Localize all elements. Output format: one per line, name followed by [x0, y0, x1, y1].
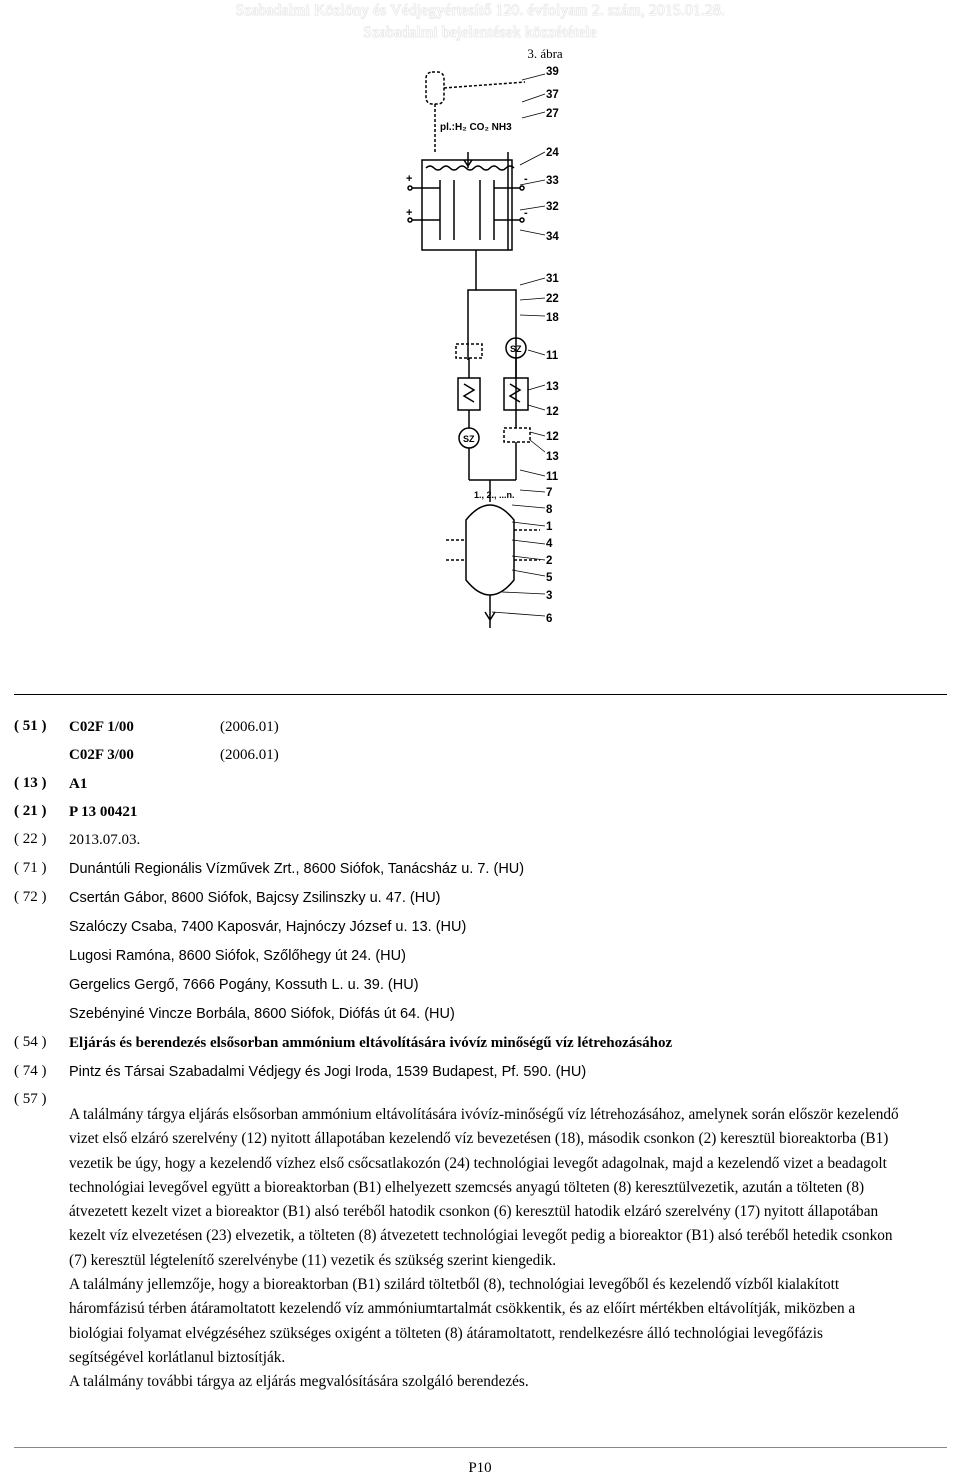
electrolysis-tank [422, 160, 512, 250]
inid-51: ( 51 ) [14, 718, 47, 734]
sz-label-right: SZ [510, 344, 522, 354]
ref-label: 8 [546, 504, 553, 516]
application-number: P 13 00421 [69, 804, 138, 820]
divider [14, 694, 947, 695]
ref-label: 11 [546, 350, 559, 362]
ref-label: 18 [546, 312, 559, 324]
gas-label: pl.:H₂ CO₂ NH3 [440, 122, 512, 133]
ipc-date-1: (2006.01) [220, 719, 279, 735]
ipc-date-2: (2006.01) [220, 747, 279, 763]
inid-72: ( 72 ) [14, 889, 47, 905]
ref-label: 2 [546, 555, 553, 567]
bioreactor [466, 505, 514, 595]
ref-label: 34 [546, 231, 559, 243]
stage-label: 1., 2., ...n. [474, 490, 515, 500]
ref-label: 22 [546, 293, 559, 305]
ref-label: 12 [546, 431, 559, 443]
abstract [69, 1103, 899, 1395]
applicant: Dunántúli Regionális Vízművek Zrt., 8600 Siófok, Tanácsház u. 7. (HU) [69, 861, 525, 877]
inventor: Lugosi Ramóna, 8600 Siófok, Szőlőhegy út 24. (HU) [69, 948, 406, 964]
valve-block-right [504, 428, 530, 442]
inid-21: ( 21 ) [14, 803, 47, 819]
inventor: Szalóczy Csaba, 7400 Kaposvár, Hajnóczy József u. 13. (HU) [69, 919, 467, 935]
process-diagram [380, 60, 620, 635]
dashed-vessel [426, 72, 444, 104]
abstract-paragraph: A találmány jellemzője, hogy a bioreaktorban (B1) szilárd töltetből (8), technológiai levegőből és kezelendő vízből kialakított háromfázisú térben átáramoltatott kezelendő víz ammóniumtartalmát csökkentik, és az előírt mértékben eltávolítják, miközben a biológiai folyamat elvégzéséhez szükséges oxigént a tölteten (8) átáramoltatott, rendelkezésre álló technológiai levegőfázis segítségével korlátlanul biztosítják. [69, 1276, 856, 1366]
abstract-paragraph: A találmány további tárgya az eljárás megvalósítására szolgáló berendezés. [69, 1373, 529, 1391]
inid-57: ( 57 ) [14, 1091, 47, 1107]
figure-caption: 3. ábra [527, 46, 563, 61]
sz-label-left: SZ [463, 434, 475, 444]
ref-label: 5 [546, 572, 553, 584]
minus-sign: - [524, 173, 528, 185]
ref-label: 27 [546, 108, 559, 120]
ref-label: 3 [546, 590, 553, 602]
ref-label: 32 [546, 201, 559, 213]
page-number: P10 [468, 1460, 492, 1476]
plus-sign: + [406, 207, 413, 219]
ref-label: 11 [546, 471, 559, 483]
ref-label: 37 [546, 89, 559, 101]
inventor: Csertán Gábor, 8600 Siófok, Bajcsy Zsilinszky u. 47. (HU) [69, 890, 441, 906]
ref-label: 33 [546, 175, 559, 187]
journal-title: Szabadalmi Közlöny és Védjegyértesítő 120. évfolyam 2. szám, 2015.01.28. [235, 2, 725, 19]
plus-sign: + [406, 173, 413, 185]
heat-exchanger-left [458, 378, 480, 410]
minus-sign: - [524, 207, 528, 219]
ref-label: 13 [546, 381, 559, 393]
ref-label: 6 [546, 613, 553, 625]
inid-71: ( 71 ) [14, 860, 47, 876]
kind-code: A1 [69, 776, 88, 792]
inid-22: ( 22 ) [14, 831, 47, 847]
filing-date: 2013.07.03. [69, 832, 141, 848]
ref-label: 7 [546, 487, 553, 499]
ipc-code-2: C02F 3/00 [69, 747, 134, 763]
footer-divider [14, 1447, 947, 1448]
ref-label: 24 [546, 147, 559, 159]
inid-13: ( 13 ) [14, 775, 47, 791]
ref-label: 4 [546, 538, 553, 550]
inventor: Gergelics Gergő, 7666 Pogány, Kossuth L. u. 39. (HU) [69, 977, 419, 993]
inid-54: ( 54 ) [14, 1034, 47, 1050]
section-title: Szabadalmi bejelentések közzététele [363, 24, 597, 41]
valve-block-left [456, 344, 482, 358]
ref-label: 13 [546, 451, 559, 463]
ref-label: 1 [546, 521, 553, 533]
ref-label: 31 [546, 273, 559, 285]
invention-title: Eljárás és berendezés elsősorban ammónium eltávolítására ivóvíz minőségű víz létrehozásához [69, 1035, 673, 1051]
journal-header [0, 0, 960, 46]
inid-74: ( 74 ) [14, 1063, 47, 1079]
agent: Pintz és Társai Szabadalmi Védjegy és Jogi Iroda, 1539 Budapest, Pf. 590. (HU) [69, 1064, 587, 1080]
ref-label: 12 [546, 406, 559, 418]
ref-label: 39 [546, 66, 559, 78]
inventor: Szebényiné Vincze Borbála, 8600 Siófok, Diófás út 64. (HU) [69, 1006, 455, 1022]
abstract-paragraph: A találmány tárgya eljárás elsősorban ammónium eltávolítására ivóvíz-minőségű víz létrehozásához, amelynek során először kezelendő vizet első elzáró szerelvény (12) nyitott állapotában kezelendő víz bevezetésen (18), második csonkon (2) keresztül bioreaktorba (B1) vezetik be úgy, hogy a kezelendő vízhez első csőcsatlakozón (24) technológiai levegőt adagolnak, majd a kezelendő vizet a beadagolt technológiai levegővel együtt a bioreaktorban (B1) elhelyezett szemcsés anyagú tölteten (8) keresztülvezetik, azután a tölteten (8) átvezetett kezelt vizet a bioreaktor (B1) alsó teréből hatodik csonkon (6) keresztül hatodik elzáró szerelvény (17) nyitott állapotában kezelt víz elvezetésen (23) elvezetik, a tölteten (8) átvezetett technológiai levegőt pedig a bioreaktor (B1) alsó teréből hetedik csonkon (7) keresztül légtelenítő szerelvénybe (11) vezetik és szükség szerint kiengedik. [69, 1106, 899, 1269]
dashed-gas-line [444, 82, 525, 88]
ipc-code-1: C02F 1/00 [69, 719, 134, 735]
